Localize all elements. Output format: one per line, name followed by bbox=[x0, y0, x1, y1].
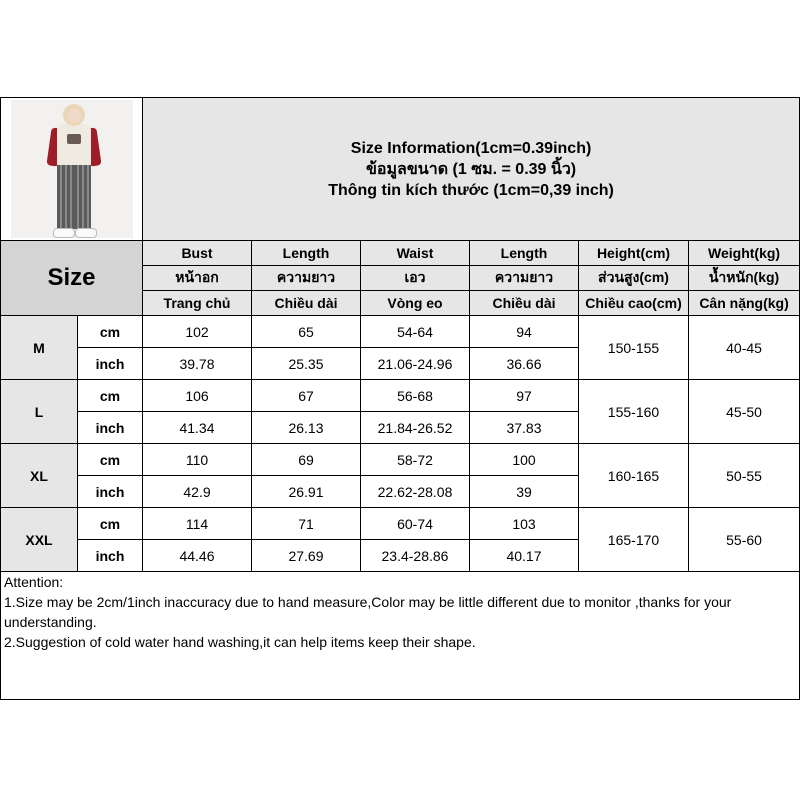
col-waist-en: Waist bbox=[361, 241, 470, 266]
table-cell: 21.84-26.52 bbox=[361, 412, 470, 444]
col-length2-vi: Chiều dài bbox=[470, 291, 579, 316]
col-height-vi: Chiều cao(cm) bbox=[579, 291, 689, 316]
unit-cm: cm bbox=[78, 316, 143, 348]
col-bust-th: หน้าอก bbox=[143, 266, 252, 291]
table-cell: 27.69 bbox=[252, 540, 361, 572]
weight-cell: 50-55 bbox=[689, 444, 800, 508]
table-cell: 37.83 bbox=[470, 412, 579, 444]
col-length-vi: Chiều dài bbox=[252, 291, 361, 316]
attention-item-2: 2.Suggestion of cold water hand washing,it can help items keep their shape. bbox=[4, 634, 476, 650]
col-height-en: Height(cm) bbox=[579, 241, 689, 266]
col-waist-th: เอว bbox=[361, 266, 470, 291]
col-length2-th: ความยาว bbox=[470, 266, 579, 291]
table-cell: 26.91 bbox=[252, 476, 361, 508]
attention-item-1: 1.Size may be 2cm/1inch inaccuracy due to hand measure,Color may be little different due to monitor ,thanks for your understanding. bbox=[4, 594, 732, 630]
table-cell: 106 bbox=[143, 380, 252, 412]
table-cell: 40.17 bbox=[470, 540, 579, 572]
unit-cm: cm bbox=[78, 380, 143, 412]
unit-inch: inch bbox=[78, 540, 143, 572]
table-cell: 41.34 bbox=[143, 412, 252, 444]
table-cell: 103 bbox=[470, 508, 579, 540]
size-table bbox=[0, 97, 800, 700]
col-bust-vi: Trang chủ bbox=[143, 291, 252, 316]
weight-cell: 55-60 bbox=[689, 508, 800, 572]
table-cell: 56-68 bbox=[361, 380, 470, 412]
table-cell: 39 bbox=[470, 476, 579, 508]
table-cell: 69 bbox=[252, 444, 361, 476]
table-cell: 26.13 bbox=[252, 412, 361, 444]
title-vietnamese: Thông tin kích thước (1cm=0,39 inch) bbox=[328, 181, 614, 199]
table-cell: 114 bbox=[143, 508, 252, 540]
table-cell: 60-74 bbox=[361, 508, 470, 540]
table-cell: 42.9 bbox=[143, 476, 252, 508]
unit-inch: inch bbox=[78, 476, 143, 508]
unit-cm: cm bbox=[78, 508, 143, 540]
attention-heading: Attention: bbox=[4, 574, 64, 590]
height-cell: 155-160 bbox=[579, 380, 689, 444]
col-length-th: ความยาว bbox=[252, 266, 361, 291]
table-cell: 44.46 bbox=[143, 540, 252, 572]
col-weight-en: Weight(kg) bbox=[689, 241, 800, 266]
size-info-title bbox=[143, 98, 800, 241]
size-header: Size bbox=[1, 241, 143, 316]
table-cell: 71 bbox=[252, 508, 361, 540]
product-photo-cell bbox=[1, 98, 143, 241]
size-label-xxl: XXL bbox=[1, 508, 78, 572]
col-weight-vi: Cân nặng(kg) bbox=[689, 291, 800, 316]
table-cell: 58-72 bbox=[361, 444, 470, 476]
table-cell: 110 bbox=[143, 444, 252, 476]
size-label-xl: XL bbox=[1, 444, 78, 508]
table-cell: 36.66 bbox=[470, 348, 579, 380]
table-cell: 21.06-24.96 bbox=[361, 348, 470, 380]
table-cell: 102 bbox=[143, 316, 252, 348]
size-label-m: M bbox=[1, 316, 78, 380]
col-bust-en: Bust bbox=[143, 241, 252, 266]
height-cell: 150-155 bbox=[579, 316, 689, 380]
size-label-l: L bbox=[1, 380, 78, 444]
title-english: Size Information(1cm=0.39inch) bbox=[350, 139, 592, 157]
unit-inch: inch bbox=[78, 412, 143, 444]
table-cell: 65 bbox=[252, 316, 361, 348]
table-cell: 97 bbox=[470, 380, 579, 412]
title-thai: ข้อมูลขนาด (1 ซม. = 0.39 นิ้ว) bbox=[365, 160, 577, 178]
height-cell: 160-165 bbox=[579, 444, 689, 508]
weight-cell: 45-50 bbox=[689, 380, 800, 444]
table-cell: 23.4-28.86 bbox=[361, 540, 470, 572]
height-cell: 165-170 bbox=[579, 508, 689, 572]
col-height-th: ส่วนสูง(cm) bbox=[579, 266, 689, 291]
attention-notes bbox=[1, 572, 800, 700]
table-cell: 67 bbox=[252, 380, 361, 412]
table-cell: 22.62-28.08 bbox=[361, 476, 470, 508]
table-cell: 100 bbox=[470, 444, 579, 476]
col-waist-vi: Vòng eo bbox=[361, 291, 470, 316]
table-cell: 39.78 bbox=[143, 348, 252, 380]
col-weight-th: น้ำหนัก(kg) bbox=[689, 266, 800, 291]
unit-cm: cm bbox=[78, 444, 143, 476]
weight-cell: 40-45 bbox=[689, 316, 800, 380]
table-cell: 25.35 bbox=[252, 348, 361, 380]
product-photo bbox=[11, 100, 133, 238]
unit-inch: inch bbox=[78, 348, 143, 380]
size-chart bbox=[0, 97, 800, 703]
col-length2-en: Length bbox=[470, 241, 579, 266]
table-cell: 94 bbox=[470, 316, 579, 348]
col-length-en: Length bbox=[252, 241, 361, 266]
table-cell: 54-64 bbox=[361, 316, 470, 348]
